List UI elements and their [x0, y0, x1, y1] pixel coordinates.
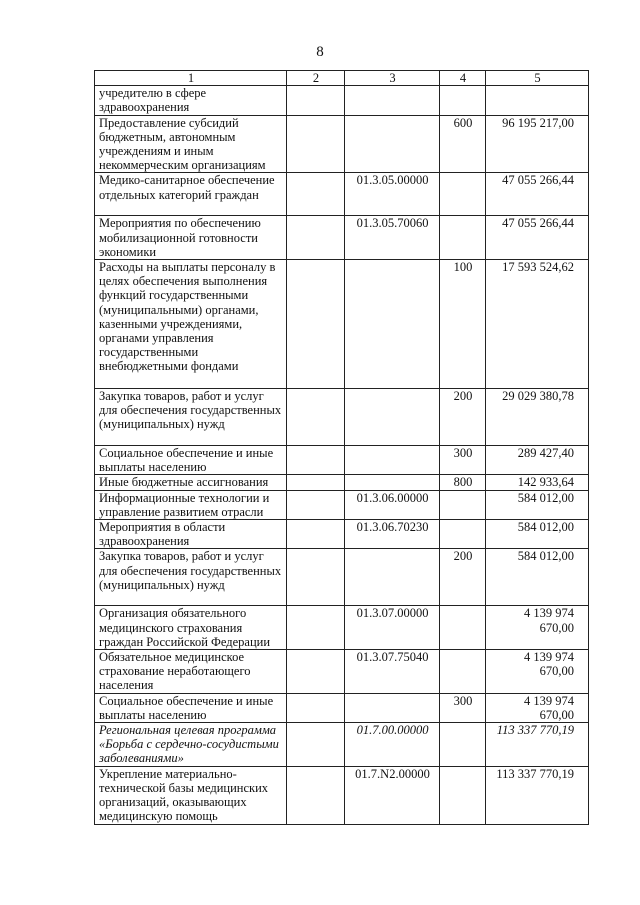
row-vr [440, 490, 486, 519]
table-row [95, 490, 589, 519]
row-vr [440, 216, 486, 260]
row-name: Мероприятия по обеспечению мобилизационной готовности экономики [95, 216, 287, 260]
table-row [95, 520, 589, 549]
row-code: 01.3.07.75040 [345, 650, 440, 694]
table-row [95, 766, 589, 824]
row-code: 01.3.05.00000 [345, 173, 440, 216]
row-vr [440, 520, 486, 549]
row-vr [440, 723, 486, 767]
row-code [345, 115, 440, 173]
table-row [95, 606, 589, 650]
row-name: Медико-санитарное обеспечение отдельных категорий граждан [95, 173, 287, 216]
row-gr [287, 693, 345, 722]
row-vr: 100 [440, 260, 486, 389]
row-amount: 4 139 974 670,00 [486, 606, 589, 650]
row-amount: 4 139 974 670,00 [486, 650, 589, 694]
row-name: Предоставление субсидий бюджетным, автономным учреждениям и иным некоммерческим организациям [95, 115, 287, 173]
row-name: Мероприятия в области здравоохранения [95, 520, 287, 549]
row-vr [440, 766, 486, 824]
row-vr: 300 [440, 693, 486, 722]
table-row [95, 723, 589, 767]
row-name: Региональная целевая программа «Борьба с сердечно-сосудистыми заболеваниями» [95, 723, 287, 767]
row-amount: 47 055 266,44 [486, 173, 589, 216]
row-code [345, 549, 440, 606]
table-row [95, 389, 589, 446]
row-gr [287, 173, 345, 216]
row-name: Информационные технологии и управление развитием отрасли [95, 490, 287, 519]
row-amount: 17 593 524,62 [486, 260, 589, 389]
row-name: Социальное обеспечение и иные выплаты населению [95, 693, 287, 722]
column-header: 3 [345, 71, 440, 86]
row-name: учредителю в сфере здравоохранения [95, 86, 287, 115]
row-gr [287, 766, 345, 824]
row-name: Социальное обеспечение и иные выплаты населению [95, 446, 287, 475]
row-gr [287, 115, 345, 173]
page-number: 8 [316, 44, 324, 60]
row-name: Расходы на выплаты персоналу в целях обеспечения выполнения функций государственными (муниципальными) органами, казенными учреждениями, органами управления государственными внебюджетными фондами [95, 260, 287, 389]
table-row [95, 115, 589, 173]
table-row [95, 549, 589, 606]
row-gr [287, 475, 345, 490]
row-code: 01.3.05.70060 [345, 216, 440, 260]
row-vr: 600 [440, 115, 486, 173]
row-code: 01.3.06.00000 [345, 490, 440, 519]
row-gr [287, 606, 345, 650]
row-vr [440, 606, 486, 650]
row-vr [440, 173, 486, 216]
row-gr [287, 86, 345, 115]
row-amount: 142 933,64 [486, 475, 589, 490]
row-gr [287, 216, 345, 260]
row-amount: 4 139 974 670,00 [486, 693, 589, 722]
budget-table [94, 70, 589, 825]
row-name: Иные бюджетные ассигнования [95, 475, 287, 490]
row-code: 01.7.N2.00000 [345, 766, 440, 824]
row-name: Обязательное медицинское страхование неработающего населения [95, 650, 287, 694]
column-header: 5 [486, 71, 589, 86]
row-amount: 584 012,00 [486, 549, 589, 606]
row-code: 01.3.06.70230 [345, 520, 440, 549]
row-vr: 200 [440, 549, 486, 606]
row-gr [287, 723, 345, 767]
row-vr [440, 86, 486, 115]
row-gr [287, 520, 345, 549]
row-name: Укрепление материально-технической базы медицинских организаций, оказывающих медицинскую помощь [95, 766, 287, 824]
row-code [345, 693, 440, 722]
row-vr: 800 [440, 475, 486, 490]
table-row [95, 216, 589, 260]
row-name: Организация обязательного медицинского страхования граждан Российской Федерации [95, 606, 287, 650]
row-code [345, 260, 440, 389]
row-gr [287, 446, 345, 475]
row-amount: 29 029 380,78 [486, 389, 589, 446]
column-header: 2 [287, 71, 345, 86]
row-vr: 200 [440, 389, 486, 446]
column-header: 1 [95, 71, 287, 86]
row-amount: 289 427,40 [486, 446, 589, 475]
row-amount: 584 012,00 [486, 520, 589, 549]
row-code [345, 86, 440, 115]
row-name: Закупка товаров, работ и услуг для обеспечения государственных (муниципальных) нужд [95, 389, 287, 446]
row-vr: 300 [440, 446, 486, 475]
table-row [95, 260, 589, 389]
row-code [345, 389, 440, 446]
row-code: 01.3.07.00000 [345, 606, 440, 650]
row-code: 01.7.00.00000 [345, 723, 440, 767]
row-gr [287, 650, 345, 694]
row-gr [287, 389, 345, 446]
row-code [345, 446, 440, 475]
table-row [95, 693, 589, 722]
table-row [95, 650, 589, 694]
row-gr [287, 490, 345, 519]
row-vr [440, 650, 486, 694]
row-amount: 113 337 770,19 [486, 766, 589, 824]
row-gr [287, 549, 345, 606]
row-amount: 96 195 217,00 [486, 115, 589, 173]
row-amount [486, 86, 589, 115]
header-row [95, 71, 589, 86]
table-row [95, 86, 589, 115]
table-row [95, 173, 589, 216]
row-amount: 584 012,00 [486, 490, 589, 519]
row-gr [287, 260, 345, 389]
column-header: 4 [440, 71, 486, 86]
row-amount: 113 337 770,19 [486, 723, 589, 767]
row-amount: 47 055 266,44 [486, 216, 589, 260]
row-code [345, 475, 440, 490]
row-name: Закупка товаров, работ и услуг для обеспечения государственных (муниципальных) нужд [95, 549, 287, 606]
table-row [95, 446, 589, 475]
table-row [95, 475, 589, 490]
